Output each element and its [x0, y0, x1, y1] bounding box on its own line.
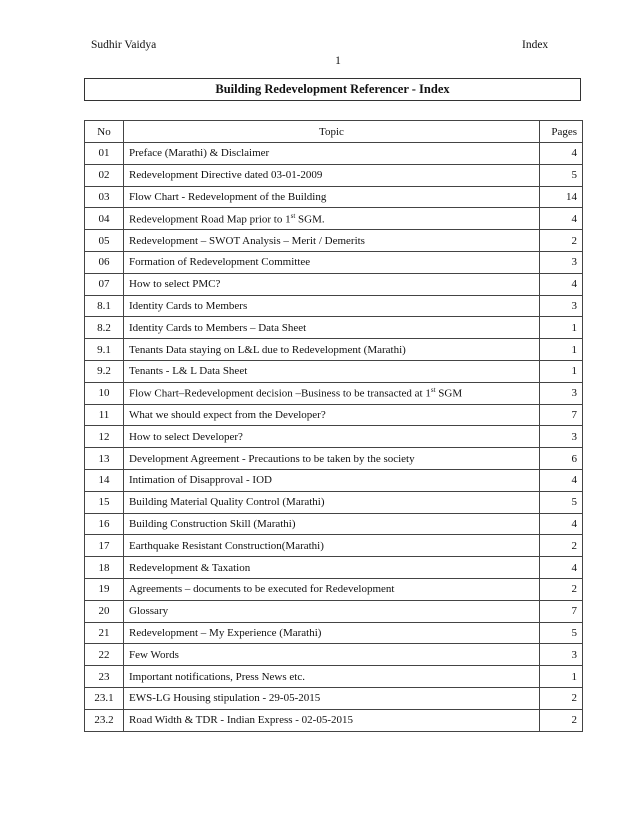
- cell-topic: Important notifications, Press News etc.: [124, 666, 540, 688]
- cell-topic: Redevelopment & Taxation: [124, 557, 540, 579]
- cell-no: 06: [85, 251, 124, 273]
- document-title: Building Redevelopment Referencer - Index: [84, 78, 581, 101]
- table-row: [85, 557, 583, 579]
- cell-topic: Intimation of Disapproval - IOD: [124, 469, 540, 491]
- cell-no: 10: [85, 382, 124, 404]
- cell-pages: 14: [540, 186, 583, 208]
- cell-topic: Identity Cards to Members – Data Sheet: [124, 317, 540, 339]
- cell-topic: Building Material Quality Control (Marathi): [124, 491, 540, 513]
- cell-no: 21: [85, 622, 124, 644]
- cell-topic: Building Construction Skill (Marathi): [124, 513, 540, 535]
- cell-pages: 1: [540, 360, 583, 382]
- table-row: [85, 622, 583, 644]
- cell-no: 03: [85, 186, 124, 208]
- cell-no: 11: [85, 404, 124, 426]
- cell-pages: 4: [540, 513, 583, 535]
- table-row: [85, 360, 583, 382]
- cell-pages: 3: [540, 251, 583, 273]
- table-row: [85, 317, 583, 339]
- table-row: [85, 426, 583, 448]
- table-row: [85, 578, 583, 600]
- cell-pages: 4: [540, 208, 583, 230]
- cell-pages: 6: [540, 448, 583, 470]
- cell-topic: Agreements – documents to be executed for Redevelopment: [124, 578, 540, 600]
- table-row: [85, 535, 583, 557]
- cell-pages: 2: [540, 230, 583, 252]
- header-author: Sudhir Vaidya: [91, 39, 157, 51]
- table-row: [85, 339, 583, 361]
- cell-topic: Tenants - L& L Data Sheet: [124, 360, 540, 382]
- cell-pages: 4: [540, 557, 583, 579]
- cell-pages: 1: [540, 339, 583, 361]
- cell-topic: Development Agreement - Precautions to be taken by the society: [124, 448, 540, 470]
- cell-no: 01: [85, 143, 124, 165]
- cell-topic: What we should expect from the Developer?: [124, 404, 540, 426]
- cell-topic: Glossary: [124, 600, 540, 622]
- table-row: [85, 666, 583, 688]
- cell-pages: 1: [540, 666, 583, 688]
- cell-no: 23.2: [85, 709, 124, 731]
- cell-no: 14: [85, 469, 124, 491]
- cell-pages: 3: [540, 426, 583, 448]
- column-header-no: No: [85, 121, 124, 143]
- cell-no: 8.2: [85, 317, 124, 339]
- cell-no: 04: [85, 208, 124, 230]
- cell-no: 20: [85, 600, 124, 622]
- table-body: [85, 143, 583, 732]
- table-row: [85, 404, 583, 426]
- table-row: [85, 295, 583, 317]
- page-number: 1: [335, 55, 341, 67]
- column-header-pages: Pages: [540, 121, 583, 143]
- table-row: [85, 230, 583, 252]
- table-row: [85, 469, 583, 491]
- cell-topic: Earthquake Resistant Construction(Marathi): [124, 535, 540, 557]
- cell-topic: Identity Cards to Members: [124, 295, 540, 317]
- cell-no: 17: [85, 535, 124, 557]
- table-row: [85, 600, 583, 622]
- cell-no: 18: [85, 557, 124, 579]
- cell-topic: Redevelopment – SWOT Analysis – Merit / Demerits: [124, 230, 540, 252]
- cell-no: 15: [85, 491, 124, 513]
- cell-no: 05: [85, 230, 124, 252]
- table-row: [85, 513, 583, 535]
- cell-no: 07: [85, 273, 124, 295]
- table-row: [85, 208, 583, 230]
- cell-no: 9.2: [85, 360, 124, 382]
- cell-topic: EWS-LG Housing stipulation - 29-05-2015: [124, 687, 540, 709]
- cell-topic: Road Width & TDR - Indian Express - 02-05-2015: [124, 709, 540, 731]
- cell-no: 22: [85, 644, 124, 666]
- cell-pages: 3: [540, 382, 583, 404]
- cell-no: 19: [85, 578, 124, 600]
- table-row: [85, 448, 583, 470]
- cell-pages: 4: [540, 273, 583, 295]
- table-row: [85, 143, 583, 165]
- cell-pages: 1: [540, 317, 583, 339]
- header-section: Index: [522, 39, 549, 51]
- table-row: [85, 382, 583, 404]
- cell-topic: Flow Chart–Redevelopment decision –Business to be transacted at 1st SGM: [124, 382, 540, 404]
- cell-pages: 2: [540, 709, 583, 731]
- cell-topic: How to select PMC?: [124, 273, 540, 295]
- cell-topic: How to select Developer?: [124, 426, 540, 448]
- table-row: [85, 709, 583, 731]
- cell-topic: Redevelopment Road Map prior to 1st SGM.: [124, 208, 540, 230]
- cell-no: 9.1: [85, 339, 124, 361]
- table-row: [85, 164, 583, 186]
- cell-no: 23.1: [85, 687, 124, 709]
- table-row: [85, 186, 583, 208]
- cell-pages: 5: [540, 491, 583, 513]
- cell-topic: Redevelopment Directive dated 03-01-2009: [124, 164, 540, 186]
- cell-pages: 7: [540, 404, 583, 426]
- cell-no: 12: [85, 426, 124, 448]
- cell-topic: Formation of Redevelopment Committee: [124, 251, 540, 273]
- table-row: [85, 251, 583, 273]
- cell-pages: 5: [540, 622, 583, 644]
- cell-pages: 3: [540, 644, 583, 666]
- cell-topic: Redevelopment – My Experience (Marathi): [124, 622, 540, 644]
- cell-pages: 3: [540, 295, 583, 317]
- cell-pages: 2: [540, 535, 583, 557]
- cell-pages: 2: [540, 578, 583, 600]
- cell-no: 23: [85, 666, 124, 688]
- cell-topic: Preface (Marathi) & Disclaimer: [124, 143, 540, 165]
- cell-no: 02: [85, 164, 124, 186]
- column-header-topic: Topic: [124, 121, 540, 143]
- table-row: [85, 644, 583, 666]
- cell-pages: 4: [540, 469, 583, 491]
- table-row: [85, 491, 583, 513]
- table-row: [85, 687, 583, 709]
- cell-no: 13: [85, 448, 124, 470]
- cell-pages: 2: [540, 687, 583, 709]
- cell-topic: Few Words: [124, 644, 540, 666]
- cell-no: 16: [85, 513, 124, 535]
- table-row: [85, 273, 583, 295]
- cell-pages: 4: [540, 143, 583, 165]
- cell-pages: 5: [540, 164, 583, 186]
- cell-pages: 7: [540, 600, 583, 622]
- cell-topic: Tenants Data staying on L&L due to Redevelopment (Marathi): [124, 339, 540, 361]
- index-table: [84, 120, 583, 732]
- cell-topic: Flow Chart - Redevelopment of the Building: [124, 186, 540, 208]
- table-header-row: [85, 121, 583, 143]
- cell-no: 8.1: [85, 295, 124, 317]
